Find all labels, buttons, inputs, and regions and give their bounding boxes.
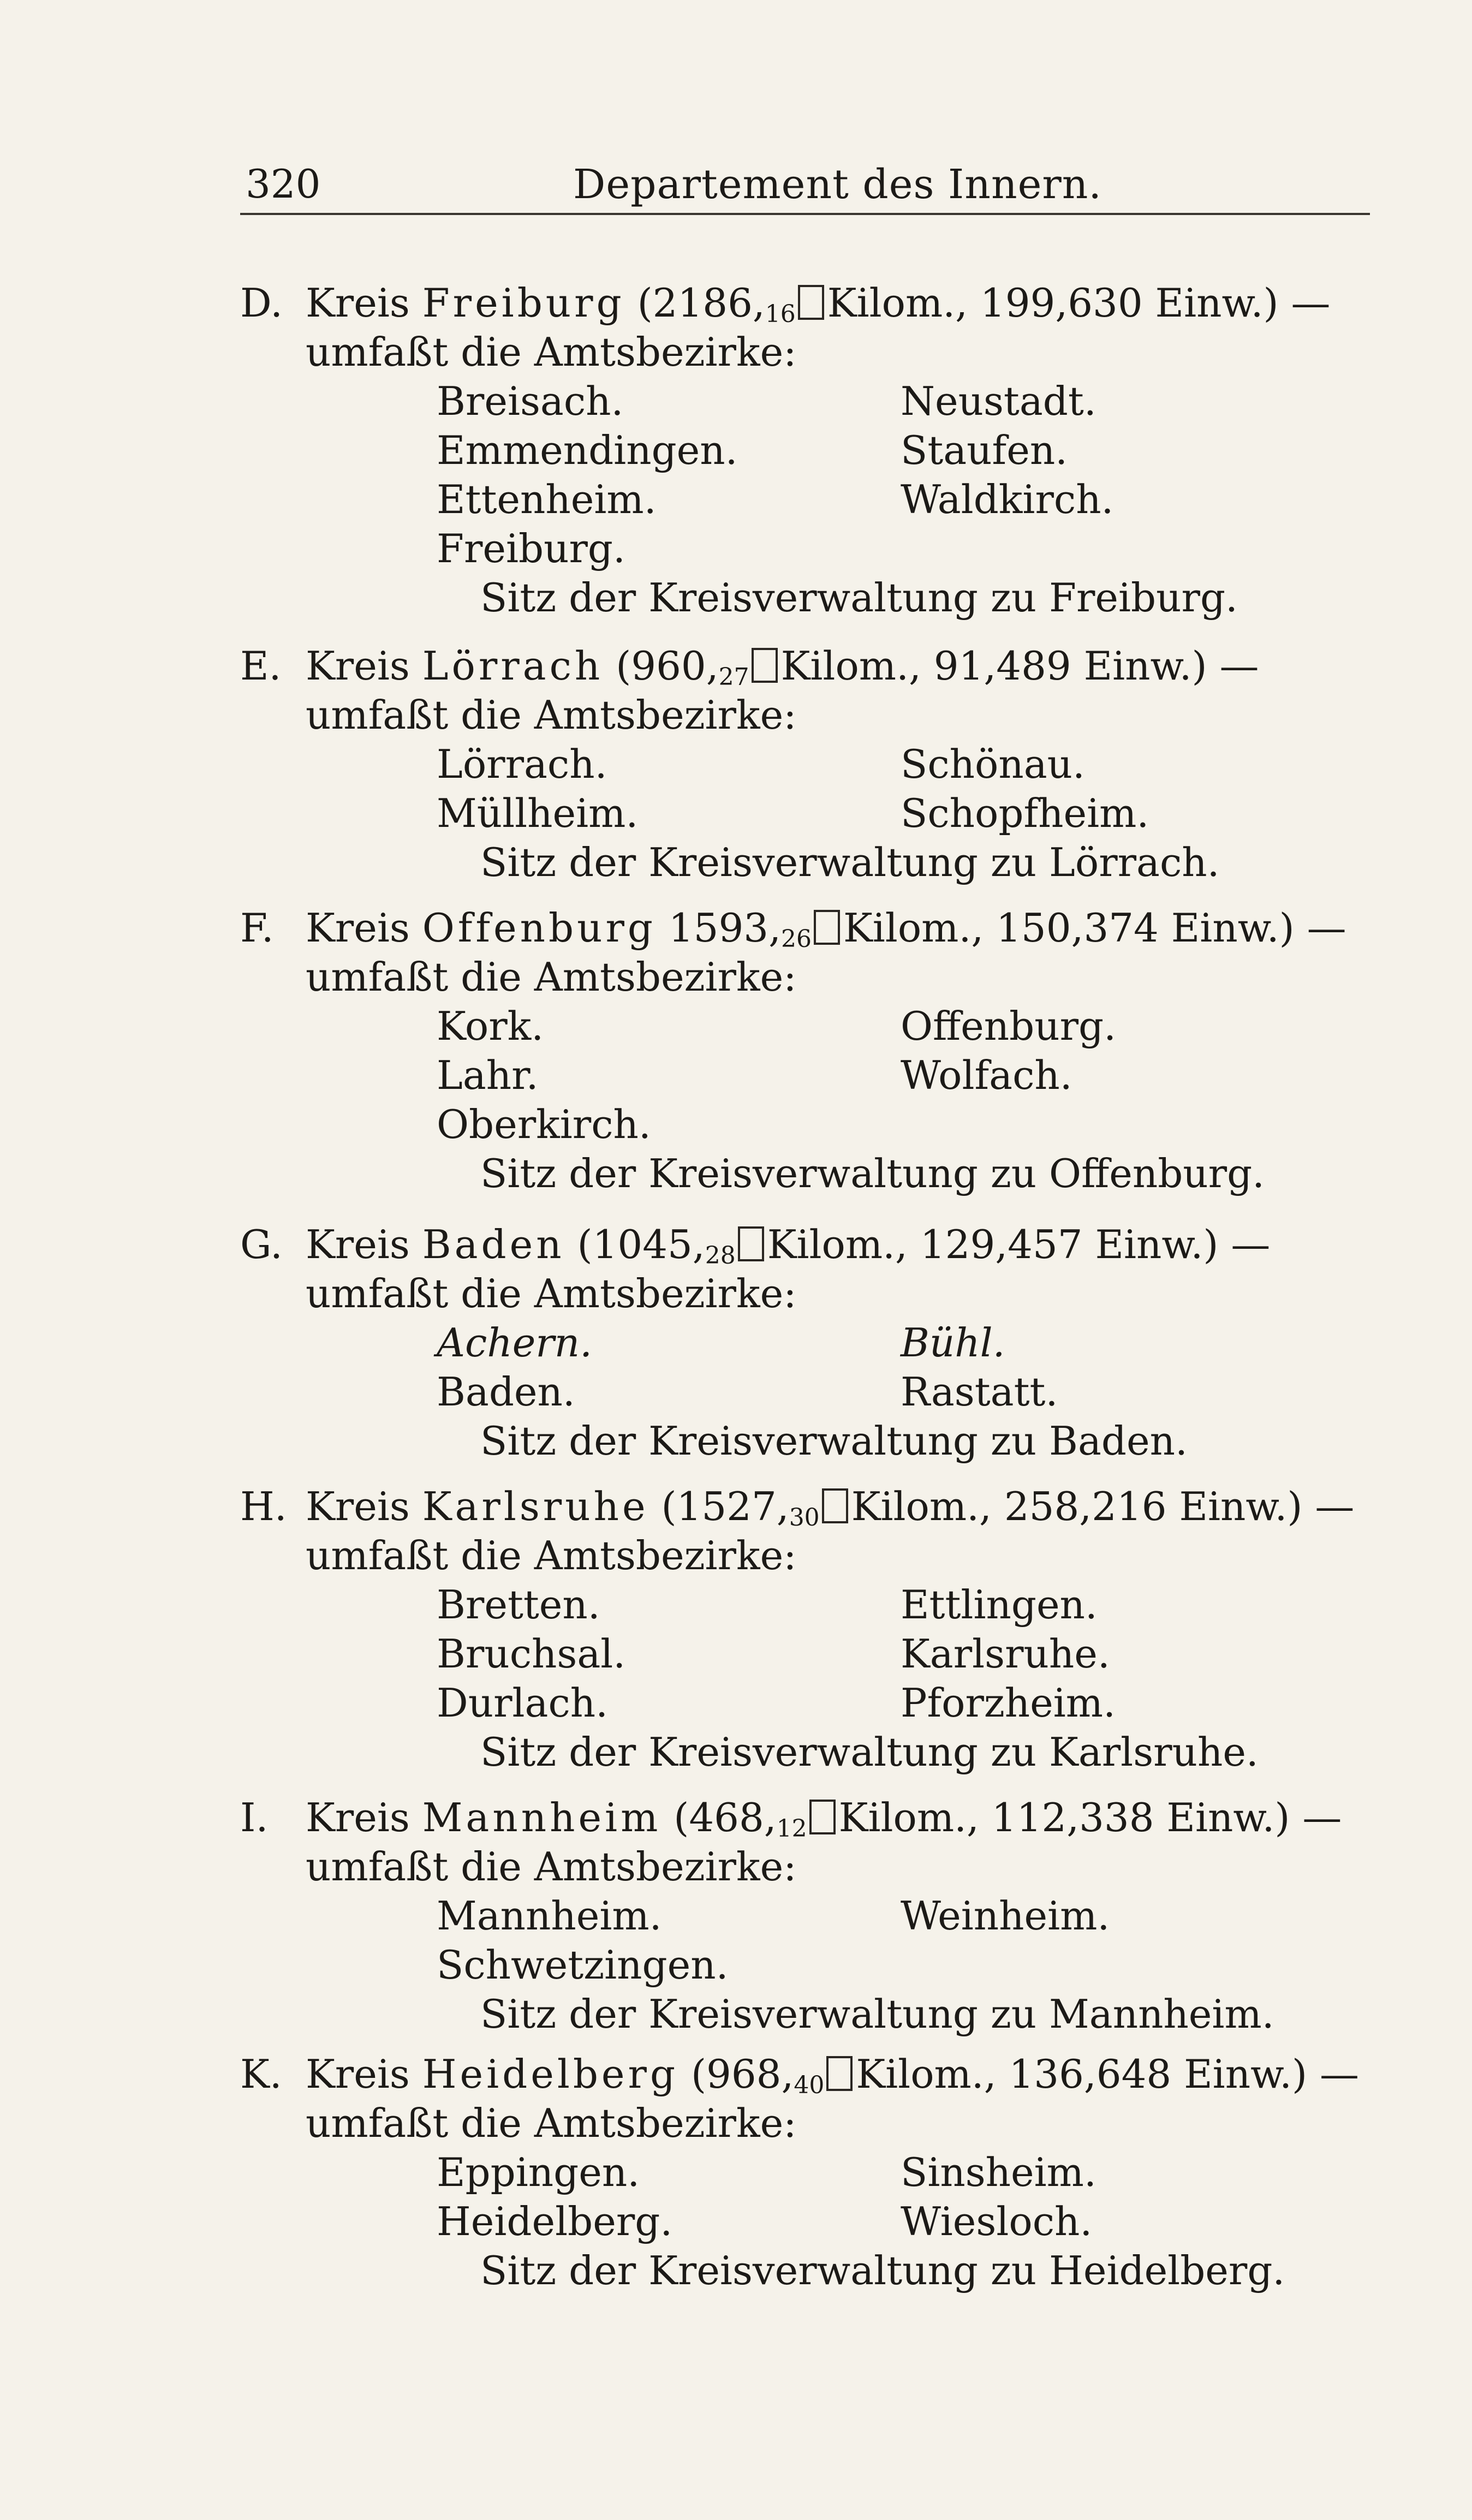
district-name: Offenburg (422, 905, 656, 951)
umfasst-label: umfaßt die Amtsbezirke: (306, 692, 797, 738)
amtsbezirk-item: Lörrach. (437, 741, 607, 787)
district-prefix: Kreis (306, 1795, 410, 1840)
amtsbezirk-item: Mannheim. (437, 1893, 662, 1939)
district-area: (968, (690, 2051, 794, 2097)
amtsbezirk-item: Ettlingen. (901, 1582, 1098, 1628)
seat-town: Offenburg. (1049, 1151, 1265, 1196)
district-area: (1527, (661, 1484, 789, 1529)
amtsbezirk-item: Oberkirch. (437, 1101, 651, 1147)
running-title: Departement des Innern. (573, 161, 1102, 208)
amtsbezirk-item: Karlsruhe. (901, 1631, 1110, 1677)
amtsbezirk-item: Kork. (437, 1003, 544, 1049)
seat-town: Baden. (1049, 1418, 1188, 1464)
umfasst-label: umfaßt die Amtsbezirke: (306, 954, 797, 1000)
district-population: 129,457 Einw.) — (920, 1222, 1271, 1267)
amtsbezirk-item: Bruchsal. (437, 1631, 626, 1677)
seat-prefix: Sitz der Kreisverwaltung zu (480, 839, 1037, 885)
amtsbezirk-item: Staufen. (901, 427, 1068, 473)
seat-town: Heidelberg. (1049, 2248, 1285, 2293)
unit-kilom: Kilom., (851, 1484, 992, 1529)
district-prefix: Kreis (306, 1222, 410, 1267)
seat-line (480, 573, 1238, 622)
amtsbezirk-item: Schwetzingen. (437, 1942, 729, 1988)
amtsbezirk-item: Durlach. (437, 1680, 609, 1726)
amtsbezirk-item: Bretten. (437, 1582, 600, 1628)
umfasst-label: umfaßt die Amtsbezirke: (306, 329, 797, 375)
seat-prefix: Sitz der Kreisverwaltung zu (480, 2248, 1037, 2293)
amtsbezirk-item: Heidelberg. (437, 2199, 673, 2244)
district-population: 112,338 Einw.) — (991, 1795, 1342, 1840)
square-symbol (809, 1800, 836, 1834)
amtsbezirk-item: Offenburg. (901, 1003, 1117, 1049)
seat-line (480, 1149, 1265, 1198)
seat-town: Mannheim. (1049, 1991, 1274, 2037)
unit-kilom: Kilom., (780, 643, 921, 689)
umfasst-label: umfaßt die Amtsbezirke: (306, 1844, 797, 1890)
district-letter: I. (240, 1795, 269, 1840)
district-population: 91,489 Einw.) — (933, 643, 1259, 689)
area-subscript: 30 (789, 1504, 820, 1532)
amtsbezirk-item: Weinheim. (901, 1893, 1110, 1939)
district-letter: H. (240, 1484, 287, 1529)
amtsbezirk-item: Wiesloch. (901, 2199, 1093, 2244)
district-area: (960, (616, 643, 719, 689)
district-name: Lörrach (422, 643, 604, 689)
amtsbezirk-item: Schönau. (901, 741, 1085, 787)
amtsbezirk-item: Lahr. (437, 1052, 539, 1098)
unit-kilom: Kilom., (838, 1795, 979, 1840)
amtsbezirk-item: Freiburg. (437, 526, 625, 571)
district-letter: F. (240, 905, 274, 951)
umfasst-label: umfaßt die Amtsbezirke: (306, 1271, 797, 1316)
amtsbezirk-item: Emmendingen. (437, 427, 738, 473)
district-area: (468, (674, 1795, 777, 1840)
district-population: 150,374 Einw.) — (996, 905, 1346, 951)
district-area: (2186, (637, 280, 765, 326)
district-prefix: Kreis (306, 643, 410, 689)
amtsbezirk-item: Müllheim. (437, 790, 639, 836)
district-name: Baden (422, 1222, 565, 1267)
amtsbezirk-item: Pforzheim. (901, 1680, 1116, 1726)
seat-town: Freiburg. (1049, 575, 1238, 621)
district-prefix: Kreis (306, 280, 410, 326)
amtsbezirk-item: Baden. (437, 1369, 575, 1415)
district-letter: G. (240, 1222, 283, 1267)
district-area: 1593, (668, 905, 781, 951)
square-symbol (752, 648, 778, 683)
area-subscript: 28 (705, 1242, 736, 1270)
header-rule (240, 213, 1370, 215)
unit-kilom: Kilom., (767, 1222, 908, 1267)
square-symbol (826, 2056, 853, 2091)
district-name: Karlsruhe (422, 1484, 649, 1529)
amtsbezirk-item: Ettenheim. (437, 476, 657, 522)
unit-kilom: Kilom., (827, 280, 968, 326)
area-subscript: 12 (776, 1815, 807, 1843)
seat-town: Lörrach. (1049, 839, 1220, 885)
district-letter: D. (240, 280, 283, 326)
seat-line (480, 2246, 1285, 2295)
seat-prefix: Sitz der Kreisverwaltung zu (480, 1418, 1037, 1464)
page-header (246, 156, 1337, 221)
district-population: 136,648 Einw.) — (1009, 2051, 1360, 2097)
unit-kilom: Kilom., (843, 905, 984, 951)
district-name: Mannheim (422, 1795, 661, 1840)
seat-town: Karlsruhe. (1049, 1729, 1259, 1775)
amtsbezirk-item: Eppingen. (437, 2149, 640, 2195)
district-prefix: Kreis (306, 1484, 410, 1529)
square-symbol (822, 1488, 848, 1523)
district-letter: K. (240, 2051, 282, 2097)
amtsbezirk-item: Schopfheim. (901, 790, 1149, 836)
umfasst-label: umfaßt die Amtsbezirke: (306, 1533, 797, 1578)
amtsbezirk-item: Sinsheim. (901, 2149, 1096, 2195)
district-prefix: Kreis (306, 905, 410, 951)
amtsbezirk-item: Waldkirch. (901, 476, 1114, 522)
district-name: Heidelberg (422, 2051, 679, 2097)
district-area: (1045, (577, 1222, 705, 1267)
amtsbezirk-item: Breisach. (437, 378, 624, 424)
amtsbezirk-item-handwritten: Bühl. (901, 1320, 1005, 1366)
square-symbol (814, 910, 840, 945)
area-subscript: 16 (765, 300, 796, 328)
page-number: 320 (246, 161, 321, 207)
amtsbezirk-item-handwritten: Achern. (437, 1320, 592, 1366)
area-subscript: 27 (718, 663, 749, 691)
square-symbol (738, 1226, 764, 1261)
seat-line (480, 1416, 1188, 1465)
seat-prefix: Sitz der Kreisverwaltung zu (480, 575, 1037, 621)
seat-prefix: Sitz der Kreisverwaltung zu (480, 1729, 1037, 1775)
seat-prefix: Sitz der Kreisverwaltung zu (480, 1151, 1037, 1196)
amtsbezirk-item: Wolfach. (901, 1052, 1072, 1098)
district-population: 258,216 Einw.) — (1004, 1484, 1355, 1529)
amtsbezirk-item: Rastatt. (901, 1369, 1058, 1415)
seat-prefix: Sitz der Kreisverwaltung zu (480, 1991, 1037, 2037)
district-population: 199,630 Einw.) — (980, 280, 1331, 326)
amtsbezirk-item: Neustadt. (901, 378, 1096, 424)
district-name: Freiburg (422, 280, 625, 326)
district-letter: E. (240, 643, 282, 689)
seat-line (480, 1989, 1274, 2039)
umfasst-label: umfaßt die Amtsbezirke: (306, 2100, 797, 2146)
unit-kilom: Kilom., (856, 2051, 997, 2097)
area-subscript: 40 (794, 2071, 825, 2099)
district-prefix: Kreis (306, 2051, 410, 2097)
seat-line (480, 1727, 1259, 1777)
area-subscript: 26 (780, 925, 812, 953)
seat-line (480, 838, 1220, 887)
square-symbol (798, 285, 824, 320)
